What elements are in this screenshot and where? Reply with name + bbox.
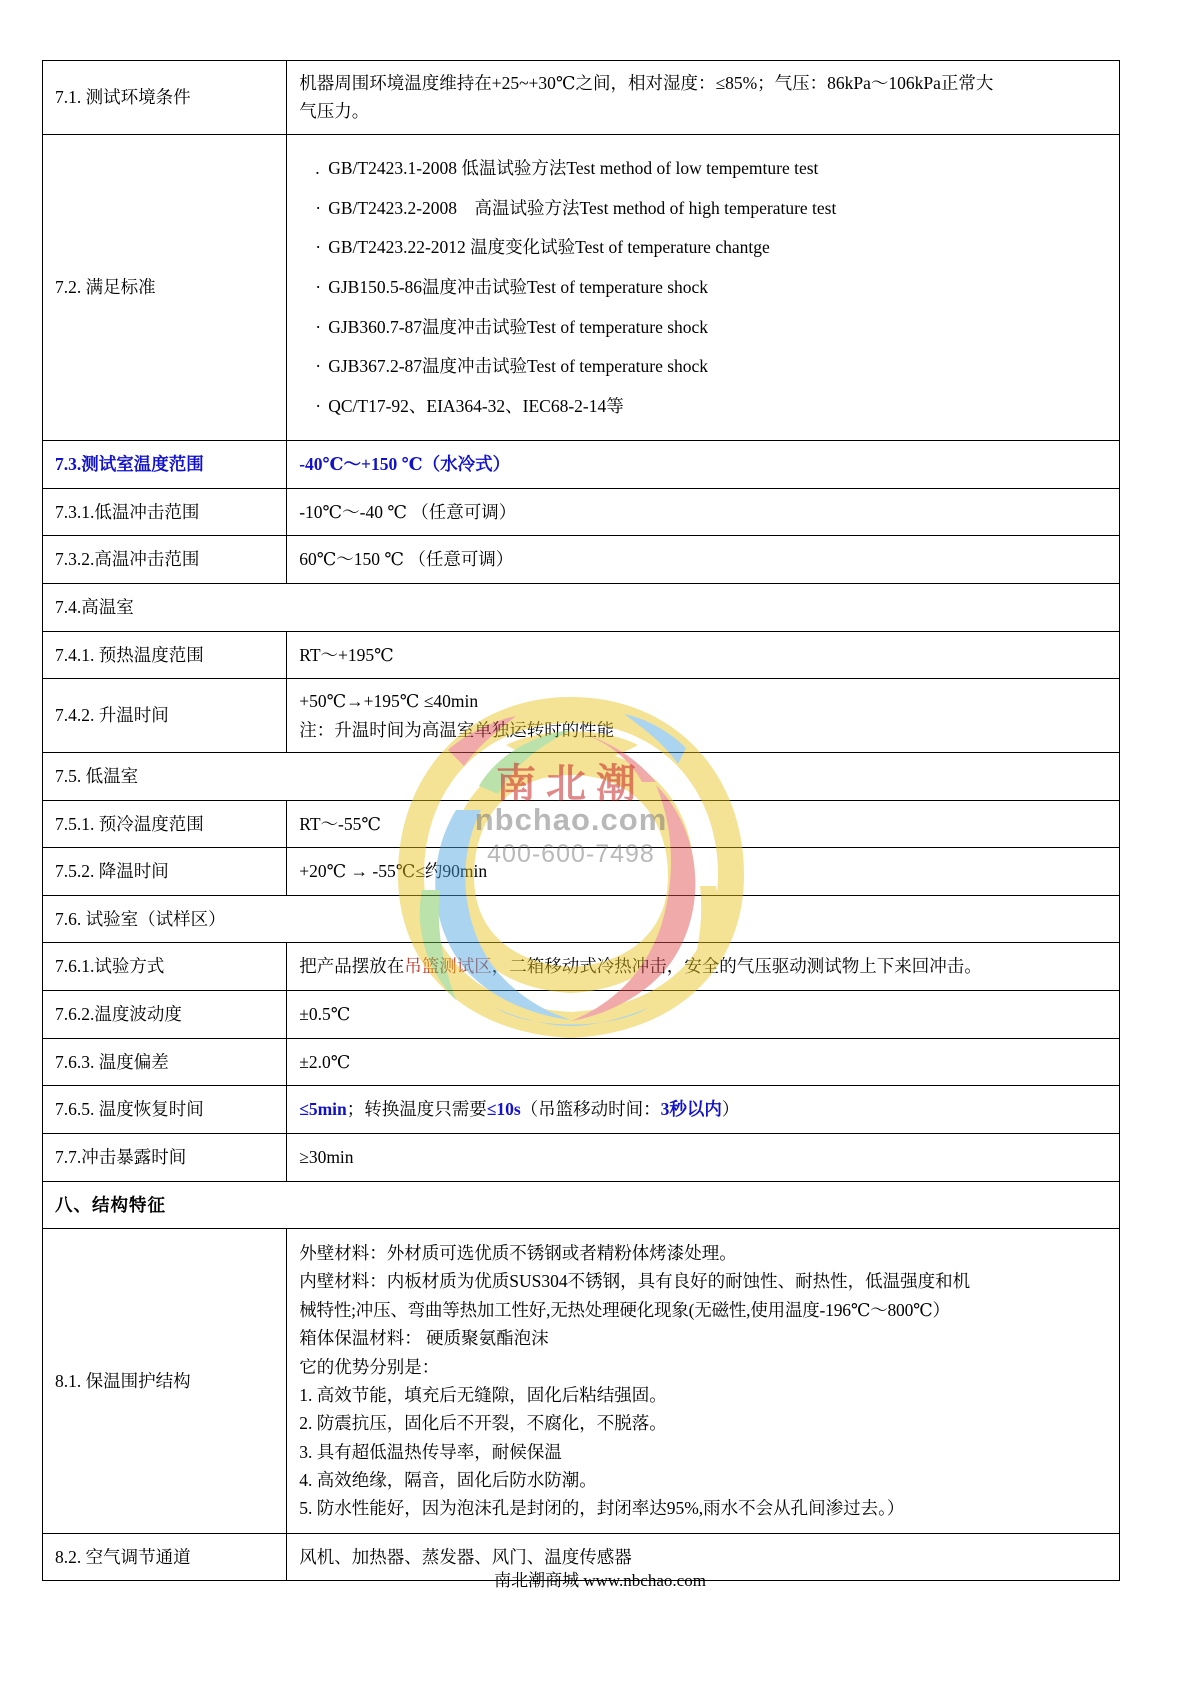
watermark-phone: 400-600-7498 (487, 840, 655, 868)
row-label-7-6-1: 7.6.1.试验方式 (43, 943, 287, 991)
row-value-7-6-1 (287, 943, 1120, 991)
row-label-7-3-1: 7.3.1.低温冲击范围 (43, 488, 287, 536)
row-value-7-3: -40℃～+150 ℃（水冷式） (287, 441, 1120, 489)
table-row (43, 536, 1120, 584)
list-item (299, 307, 1109, 347)
row-label-7-4-2: 7.4.2. 升温时间 (43, 679, 287, 753)
advantage-item: 4. 高效绝缘，隔音，固化后防水防潮。 (299, 1469, 597, 1490)
list-bullet: · (315, 277, 322, 298)
row-value-8-1 (287, 1229, 1120, 1533)
section-heading-8: 八、结构特征 (43, 1181, 1120, 1229)
table-row (43, 1038, 1120, 1086)
row-7-6-5-part-c: ≤10s (486, 1099, 521, 1120)
row-label-7-7: 7.7.冲击暴露时间 (43, 1133, 287, 1181)
list-bullet: · (315, 237, 322, 258)
table-row (43, 679, 1120, 753)
table-row (43, 895, 1120, 943)
advantage-item: 2. 防震抗压，固化后不开裂，不腐化，不脱落。 (299, 1413, 667, 1434)
row-label-7-4-1: 7.4.1. 预热温度范围 (43, 631, 287, 679)
row-7-1-line-2: 气压力。 (299, 101, 370, 122)
advantage-item: 3. 具有超低温热传导率，耐候保温 (299, 1441, 562, 1462)
row-label-7-1: 7.1. 测试环境条件 (43, 61, 287, 135)
row-label-8-2: 8.2. 空气调节通道 (43, 1533, 287, 1581)
list-bullet: · (315, 197, 322, 218)
list-bullet: . (315, 158, 320, 179)
table-row (43, 488, 1120, 536)
list-item-text: GB/T2423.1-2008 低温试验方法Test method of low tempemture test (328, 158, 819, 179)
specification-table (42, 60, 1120, 1581)
row-label-7-2: 7.2. 满足标准 (43, 134, 287, 440)
row-value-7-6-2: ±0.5℃ (287, 991, 1120, 1039)
row-label-7-6-2: 7.6.2.温度波动度 (43, 991, 287, 1039)
row-label-7-3-2: 7.3.2.高温冲击范围 (43, 536, 287, 584)
list-item (299, 268, 1109, 308)
desc-line: 它的优势分别是： (299, 1356, 440, 1377)
row-value-7-7: ≥30min (287, 1133, 1120, 1181)
watermark-brand-cn: 南北潮 (496, 762, 646, 806)
table-row (43, 134, 1120, 440)
row-label-7-6-3: 7.6.3. 温度偏差 (43, 1038, 287, 1086)
row-label-7-6: 7.6. 试验室（试样区） (43, 895, 1120, 943)
list-item-text: GB/T2423.2-2008 高温试验方法Test method of high temperature test (328, 197, 837, 218)
table-row (43, 943, 1120, 991)
row-7-6-1-highlight: 吊篮测试区 (404, 956, 492, 977)
row-label-7-6-5: 7.6.5. 温度恢复时间 (43, 1086, 287, 1134)
table-row (43, 583, 1120, 631)
row-value-7-3-2: 60℃～150 ℃ （任意可调） (287, 536, 1120, 584)
desc-line: 械特性;冲压、弯曲等热加工性好,无热处理硬化现象(无磁性,使用温度-196℃～800℃） (299, 1299, 950, 1320)
list-item-text: QC/T17-92、EIA364-32、IEC68-2-14等 (328, 395, 624, 416)
table-row (43, 800, 1120, 848)
desc-line: 内壁材料：内板材质为优质SUS304不锈钢，具有良好的耐蚀性、耐热性，低温强度和机 (299, 1271, 971, 1292)
table-row (43, 1086, 1120, 1134)
list-bullet: · (315, 316, 322, 337)
row-label-7-3: 7.3.测试室温度范围 (43, 441, 287, 489)
table-row (43, 991, 1120, 1039)
standards-list (299, 143, 1109, 432)
advantage-item: 1. 高效节能，填充后无缝隙，固化后粘结强固。 (299, 1384, 667, 1405)
row-label-7-4: 7.4.高温室 (43, 583, 1120, 631)
table-row (43, 1181, 1120, 1229)
list-bullet: · (315, 395, 322, 416)
table-row (43, 752, 1120, 800)
row-value-7-3-1: -10℃～-40 ℃ （任意可调） (287, 488, 1120, 536)
row-7-6-5-part-d: （吊篮移动时间： (520, 1099, 661, 1120)
row-label-8-1: 8.1. 保温围护结构 (43, 1229, 287, 1533)
row-label-7-5-2: 7.5.2. 降温时间 (43, 848, 287, 896)
table-row (43, 631, 1120, 679)
row-value-7-5-2: +20℃ → -55℃≤约90min (287, 848, 1120, 896)
row-value-7-4-1: RT～+195℃ (287, 631, 1120, 679)
list-item-text: GJB367.2-87温度冲击试验Test of temperature shock (328, 356, 709, 377)
row-value-7-1 (287, 61, 1120, 135)
row-label-7-5-1: 7.5.1. 预冷温度范围 (43, 800, 287, 848)
list-item (299, 188, 1109, 228)
table-row (43, 61, 1120, 135)
table-row (43, 1133, 1120, 1181)
desc-line: 外壁材料：外材质可选优质不锈钢或者精粉体烤漆处理。 (299, 1243, 737, 1264)
row-7-6-5-part-f: ） (721, 1099, 740, 1120)
row-value-8-2: 风机、加热器、蒸发器、风门、温度传感器 (287, 1533, 1120, 1581)
list-item (299, 149, 1109, 189)
list-item-text: GJB360.7-87温度冲击试验Test of temperature shock (328, 316, 709, 337)
row-7-6-5-part-e: 3秒以内 (660, 1099, 722, 1120)
row-7-4-2-line-2: 注：升温时间为高温室单独运转时的性能 (299, 719, 615, 740)
insulation-description (299, 1237, 1109, 1524)
row-value-7-6-3: ±2.0℃ (287, 1038, 1120, 1086)
list-item (299, 347, 1109, 387)
row-7-4-2-line-1: +50℃→+195℃ ≤40min (299, 691, 479, 712)
list-item-text: GJB150.5-86温度冲击试验Test of temperature shock (328, 277, 709, 298)
row-value-7-5-1: RT～-55℃ (287, 800, 1120, 848)
row-7-1-line-1: 机器周围环境温度维持在+25~+30℃之间，相对湿度：≤85%；气压：86kPa～106kPa正常大 (299, 73, 994, 93)
list-item (299, 386, 1109, 426)
table-row (43, 441, 1120, 489)
list-item (299, 228, 1109, 268)
row-value-7-2 (287, 134, 1120, 440)
list-bullet: · (315, 356, 322, 377)
watermark-domain: nbchao.com (474, 802, 668, 837)
row-7-6-5-part-a: ≤5min (299, 1099, 347, 1120)
list-item-text: GB/T2423.22-2012 温度变化试验Test of temperature chantge (328, 237, 770, 258)
row-7-6-1-part-a: 把产品摆放在 (299, 956, 405, 977)
table-row (43, 1229, 1120, 1533)
row-value-7-6-5 (287, 1086, 1120, 1134)
row-value-7-4-2 (287, 679, 1120, 753)
row-7-6-1-part-c: ，二箱移动式冷热冲击，安全的气压驱动测试物上下来回冲击。 (491, 956, 982, 977)
table-row (43, 848, 1120, 896)
row-7-6-5-part-b: ；转换温度只需要 (346, 1099, 487, 1120)
page-footer: 南北潮商城 www.nbchao.com (494, 1571, 706, 1590)
advantage-item: 5. 防水性能好，因为泡沫孔是封闭的，封闭率达95%,雨水不会从孔间渗过去。） (299, 1498, 905, 1519)
desc-line: 箱体保温材料： 硬质聚氨酯泡沫 (299, 1328, 549, 1349)
row-label-7-5: 7.5. 低温室 (43, 752, 1120, 800)
